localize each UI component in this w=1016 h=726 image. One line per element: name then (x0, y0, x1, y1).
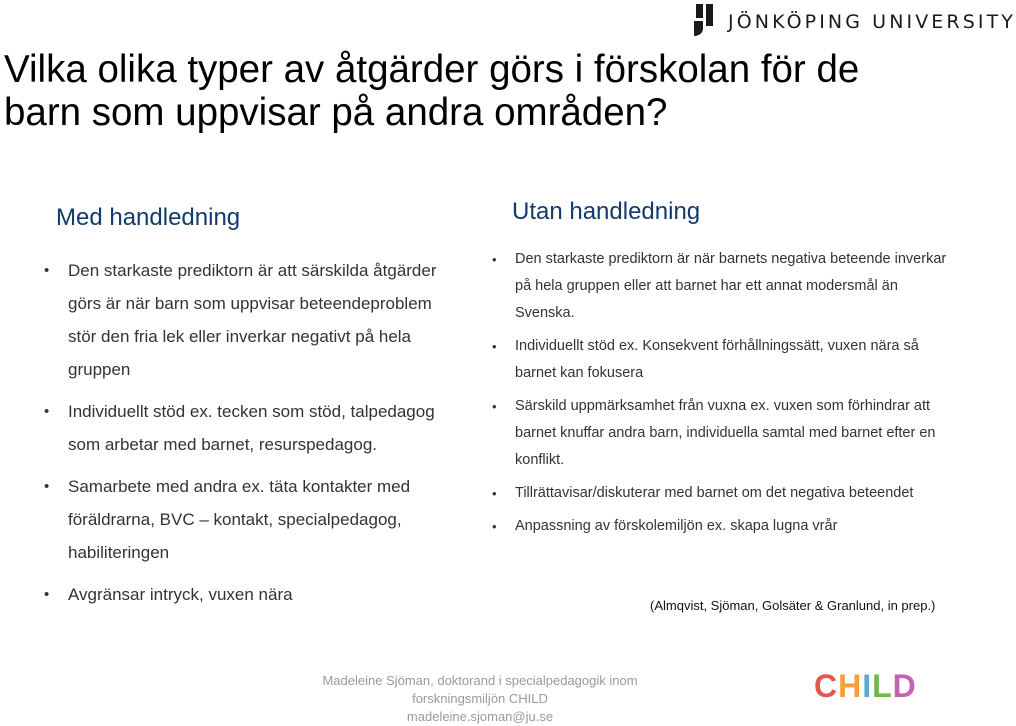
child-logo-letter: L (872, 668, 893, 704)
list-item: • Särskild uppmärksamhet från vuxna ex. vuxen som förhindrar att barnet knuffar andra barn, individuella samtal med barnet efter en konflikt. (492, 393, 960, 474)
list-item: • Individuellt stöd ex. tecken som stöd, talpedagog som arbetar med barnet, resurspedagog. (44, 395, 454, 461)
citation: (Almqvist, Sjöman, Golsäter & Granlund, in prep.) (650, 598, 936, 613)
child-logo (814, 668, 916, 708)
footer-email: madeleine.sjoman@ju.se (406, 709, 554, 724)
child-logo-letter: C (814, 668, 839, 704)
left-bullet-list (44, 254, 454, 620)
list-item: • Individuellt stöd ex. Konsekvent förhållningssätt, vuxen nära så barnet kan fokusera (492, 333, 960, 387)
footer-line: forskningsmiljön CHILD (412, 691, 548, 706)
child-logo-letter: H (838, 668, 863, 704)
logo-text: JÖNKÖPING UNIVERSITY (728, 11, 1016, 33)
child-logo-text (814, 668, 917, 705)
list-item: • Den starkaste prediktorn är när barnets negativa beteende inverkar på hela gruppen eller att barnet har ett annat modersmål än Svenska. (492, 246, 960, 327)
list-item: • Den starkaste prediktorn är att särskilda åtgärder görs är när barn som uppvisar beteendeproblem stör den fria lek eller inverkar negativt på hela gruppen (44, 254, 454, 386)
footer (280, 672, 680, 726)
list-item: • Anpassning av förskolemiljön ex. skapa lugna vrår (492, 513, 960, 540)
university-logo (694, 4, 1016, 38)
university-emblem-icon (694, 4, 716, 36)
footer-line: Madeleine Sjöman, doktorand i specialpedagogik inom (322, 673, 638, 688)
slide-title: Vilka olika typer av åtgärder görs i förskolan för de barn som uppvisar på andra områden? (4, 48, 860, 134)
right-bullet-list (492, 246, 960, 546)
child-logo-letter: I (862, 668, 873, 704)
right-column-heading: Utan handledning (512, 198, 701, 225)
list-item: • Tillrättavisar/diskuterar med barnet om det negativa beteendet (492, 480, 960, 507)
list-item: • Samarbete med andra ex. täta kontakter med föräldrarna, BVC – kontakt, specialpedagog, habiliteringen (44, 470, 454, 569)
list-item: • Avgränsar intryck, vuxen nära (44, 578, 454, 611)
left-column-heading: Med handledning (56, 204, 241, 231)
child-logo-letter: D (892, 668, 917, 704)
